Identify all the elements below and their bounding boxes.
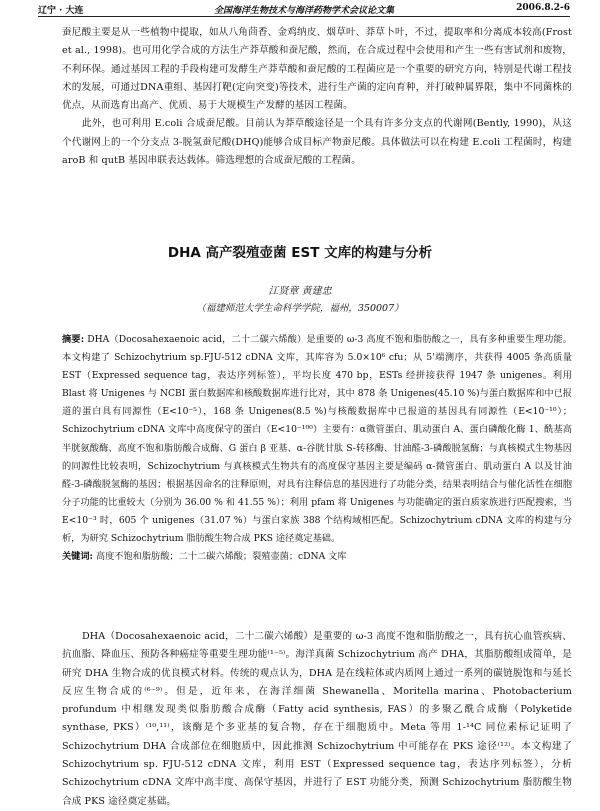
keywords — [62, 548, 572, 566]
article-affiliation: （福建师范大学生命科学学院，福州，350007） — [196, 303, 404, 314]
intro-paragraph-1: 蚕尼酸主要是从一些植物中提取，如从八角茴香、金鸡纳皮、烟草叶、莽草卜叶，不过，提取率和分离成本较高(Frost et al., 1998)。也可用化学合成的方法生产莽草酸和蚕尼酸，然而，在合成过程中会使用和产生一些有害试剂和废物，不利环保。通过基因工程的手段构建可发酵生产莽草酸和蚕尼酸的工程菌应是一个重要的研究方向，特别是代谢工程技术的发展，可通过DNA重组、基因打靶(定向突变)等技术，进行生产菌的定向育种，并打破种属界限，集中不同菌株的优点，从而选育出高产、优质、易于大规模生产发酵的基因工程菌。 — [62, 27, 572, 112]
body-section — [62, 628, 572, 807]
abstract-text: DHA（Docosahexaenoic acid，二十二碳六烯酸）是重要的 ω-3 高度不饱和脂肪酸之一，具有多种重要生理功能。本文构建了 Schizochytrium sp.FJU-512 cDNA 文库，其库容为 5.0×10⁶ cfu；从 5'端测序，共获得 4005 条高质量 EST（Expressed sequence tag，表达序列标签），平均长度 470 bp，ESTs 经拼接获得 1947 条 unigenes。利用 Blast 将 Unigenes 与 NCBI 蛋白数据库和核酸数据库进行比对，其中 878 条 Unigenes(45.10 %)与蛋白数据库和中已报道的蛋白具有同源性（E<10⁻⁵），168 条 Unigenes(8.5 %)与核酸数据库中已报道的基因具有同源性（E<10⁻¹⁰）；Schizochytrium cDNA 文库中高度保守的蛋白（E<10⁻¹⁰⁰）主要有：α微管蛋白、肌动蛋白 A、蛋白磷酸化酶 1、酰基高半胱氨酸酶、高度不饱和脂肪酸合成酶、G 蛋白 β 亚基、α-谷胱甘肽 S-转移酶、甘油醛-3-磷酸脱氢酶；与真核模式生物基因的同源性比较表明，Schizochytrium 与真核模式生物共有的高度保守基因主要是编码 α-微管蛋白、肌动蛋白 A 以及甘油醛-3-磷酸脱氢酶的基因；根据基因命名的注释原则，对具有注释信息的基因进行了功能分类，结果表明结合与催化活性在细胞分子功能的比重较大（分别为 36.00 % 和 41.55 %）；利用 pfam 将 Unigenes 与功能确定的蛋白质家族进行匹配搜索，当 E<10⁻³ 时，605 个 unigenes（31.07 %）与蛋白家族 388 个结构域相匹配。Schizochytrium cDNA 文库的构建与分析，为研究 Schizochytrium 脂肪酸生物合成 PKS 途径奠定基础。 — [62, 334, 572, 545]
running-header — [38, 2, 570, 17]
abstract — [62, 331, 572, 548]
article-authors: 江贤章 黄建忠 — [268, 286, 332, 297]
header-proceedings-title: 全国海洋生物技术与海洋药物学术会议论文集 — [213, 6, 394, 16]
keywords-text: 高度不饱和脂肪酸；二十二碳六烯酸；裂殖壶菌；cDNA 文库 — [95, 551, 347, 563]
keywords-label: 关键词: — [62, 551, 93, 563]
header-location: 辽宁 · 大连 — [38, 6, 84, 16]
intro-paragraph-2: 此外，也可利用 E.coli 合成蚕尼酸。目前认为莽草酸途径是一个具有许多分支点的代谢网(Bently, 1990)，从这个代谢网上的一个分支点 3-脱氢蚕尼酸(DHQ)能够合成目标产物蚕尼酸。具体做法可以在构建 E.coli 工程菌时，构建 aroB 和 qutB 基因串联表达载体。筛选理想的合成蚕尼酸的工程菌。 — [62, 118, 572, 167]
article-title: DHA 高产裂殖壶菌 EST 文库的构建与分析 — [167, 245, 433, 261]
body-paragraph-1: DHA（Docosahexaenoic acid，二十二碳六烯酸）是重要的 ω-3 高度不饱和脂肪酸之一，具有抗心血管疾病、抗血脂、降血压、预防各种癌症等重要生理功能⁽¹⁻⁵⁾。海洋真菌 Schizochytrium 高产 DHA，其脂肪酸组成简单，是研究 DHA 生物合成的优良模式材料。传统的观点认为，DHA 是在线粒体或内质网上通过一系列的碳链脱饱和与延长反应生物合成的⁽⁶⁻⁹⁾。但是，近年来，在海洋细菌 Shewanella、Moritella marina、Photobacterium profundum 中相继发现类似脂肪酸合成酶（Fatty acid synthesis, FAS）的多聚乙酰合成酶（Polyketide synthase, PKS）⁽¹⁰,¹¹⁾，该酶是个多亚基的复合物，存在于细胞质中。Meta 等用 1-¹⁴C 同位素标记证明了 Schizochytrium DHA 合成部位在细胞质中，因此推测 Schizochytrium 中可能存在 PKS 途径⁽¹²⁾。本文构建了 Schizochytrium sp. FJU-512 cDNA 文库，利用 EST（Expressed sequence tag，表达序列标签），分析 Schizochytrium cDNA 文库中高丰度、高保守基因，并进行了 EST 功能分类，预测 Schizochytrium 脂肪酸生物合成 PKS 途径奠定基础。 — [62, 631, 572, 807]
header-date: 2006.8.2-6 — [516, 3, 570, 13]
abstract-section — [62, 331, 572, 566]
abstract-label: 摘要: — [62, 334, 85, 345]
previous-article-continuation — [62, 24, 572, 170]
